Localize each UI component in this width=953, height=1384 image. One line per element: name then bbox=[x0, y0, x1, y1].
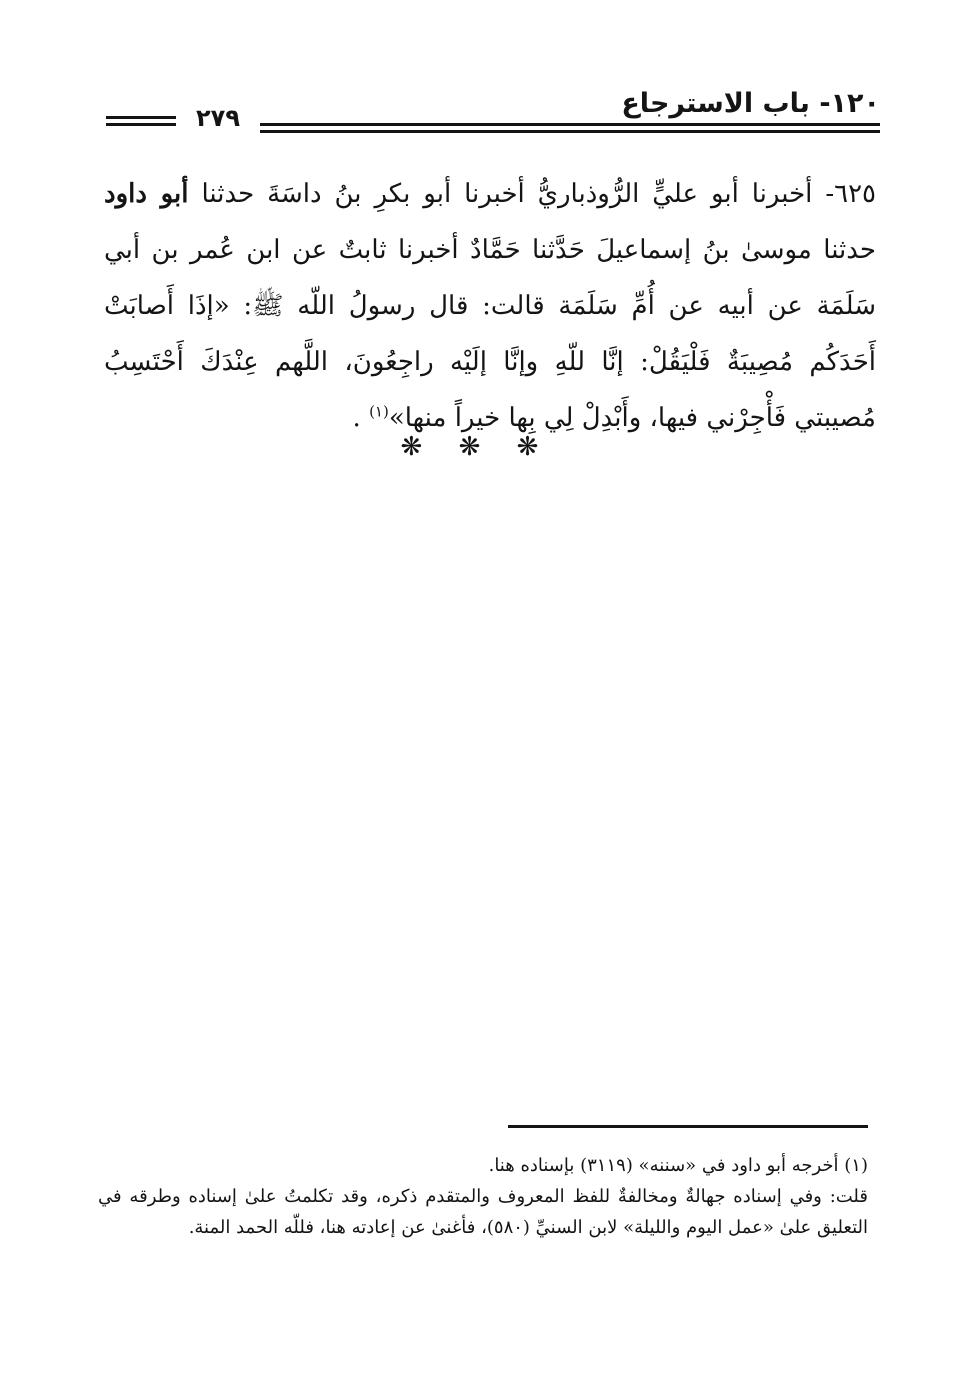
hadith-body bbox=[104, 166, 876, 446]
header-rule-left-bottom bbox=[106, 123, 176, 126]
chapter-title: ١٢٠- باب الاسترجاع bbox=[621, 88, 880, 119]
running-header bbox=[104, 84, 880, 140]
hadith-number: ٦٢٥- bbox=[825, 179, 877, 209]
header-rule-right-top bbox=[260, 123, 880, 126]
footnote-marker: (١) bbox=[369, 402, 389, 421]
hadith-main-text: حدثنا موسىٰ بنُ إسماعيلَ حَدَّثنا حَمَّادٌ أخبرنا ثابتٌ عن ابن عُمر بن أبي سَلَمَة عن أبيه عن أُمِّ سَلَمَة قالت: قال رسولُ اللّه ﷺ: «إذَا أَصابَتْ أَحَدَكُم مُصِيبَةٌ فَلْيَقُلْ: إنَّا للّهِ وإنَّا إلَيْه راجِعُونَ، اللَّهم عِنْدَكَ أَحْتَسِبُ مُصيبتي فَأْجِرْني فيها، وأَبْدِلْ لِي بِها خيراً منها» bbox=[104, 235, 876, 433]
hadith-chain-text: أخبرنا أبو عليٍّ الرُّوذباريُّ أخبرنا أبو بكرِ بنُ داسَةَ حدثنا bbox=[201, 179, 813, 209]
header-rule-right-bottom bbox=[260, 130, 880, 133]
hadith-end-punctuation: . bbox=[352, 403, 361, 433]
footnote-divider bbox=[508, 1125, 868, 1128]
footnote-1: (١) أخرجه أبو داود في «سننه» (٣١١٩) بإسناده هنا. bbox=[488, 1155, 868, 1176]
page-number: ٢٧٩ bbox=[196, 104, 240, 132]
header-rule-left-top bbox=[106, 116, 176, 119]
narrator-name: أبو داود bbox=[104, 179, 189, 209]
footnotes bbox=[98, 1150, 868, 1243]
footnote-1-commentary: قلت: وفي إسناده جهالةٌ ومخالفةٌ للفظ المعروف والمتقدم ذكره، وقد تكلمتُ علىٰ إسناده وطرقه في التعليق علىٰ «عمل اليوم والليلة» لابن السنيِّ (٥٨٠)، فأغنىٰ عن إعادته هنا، فللّه الحمد المنة. bbox=[98, 1186, 869, 1238]
section-separator: ❋ ❋ ❋ bbox=[400, 432, 553, 462]
